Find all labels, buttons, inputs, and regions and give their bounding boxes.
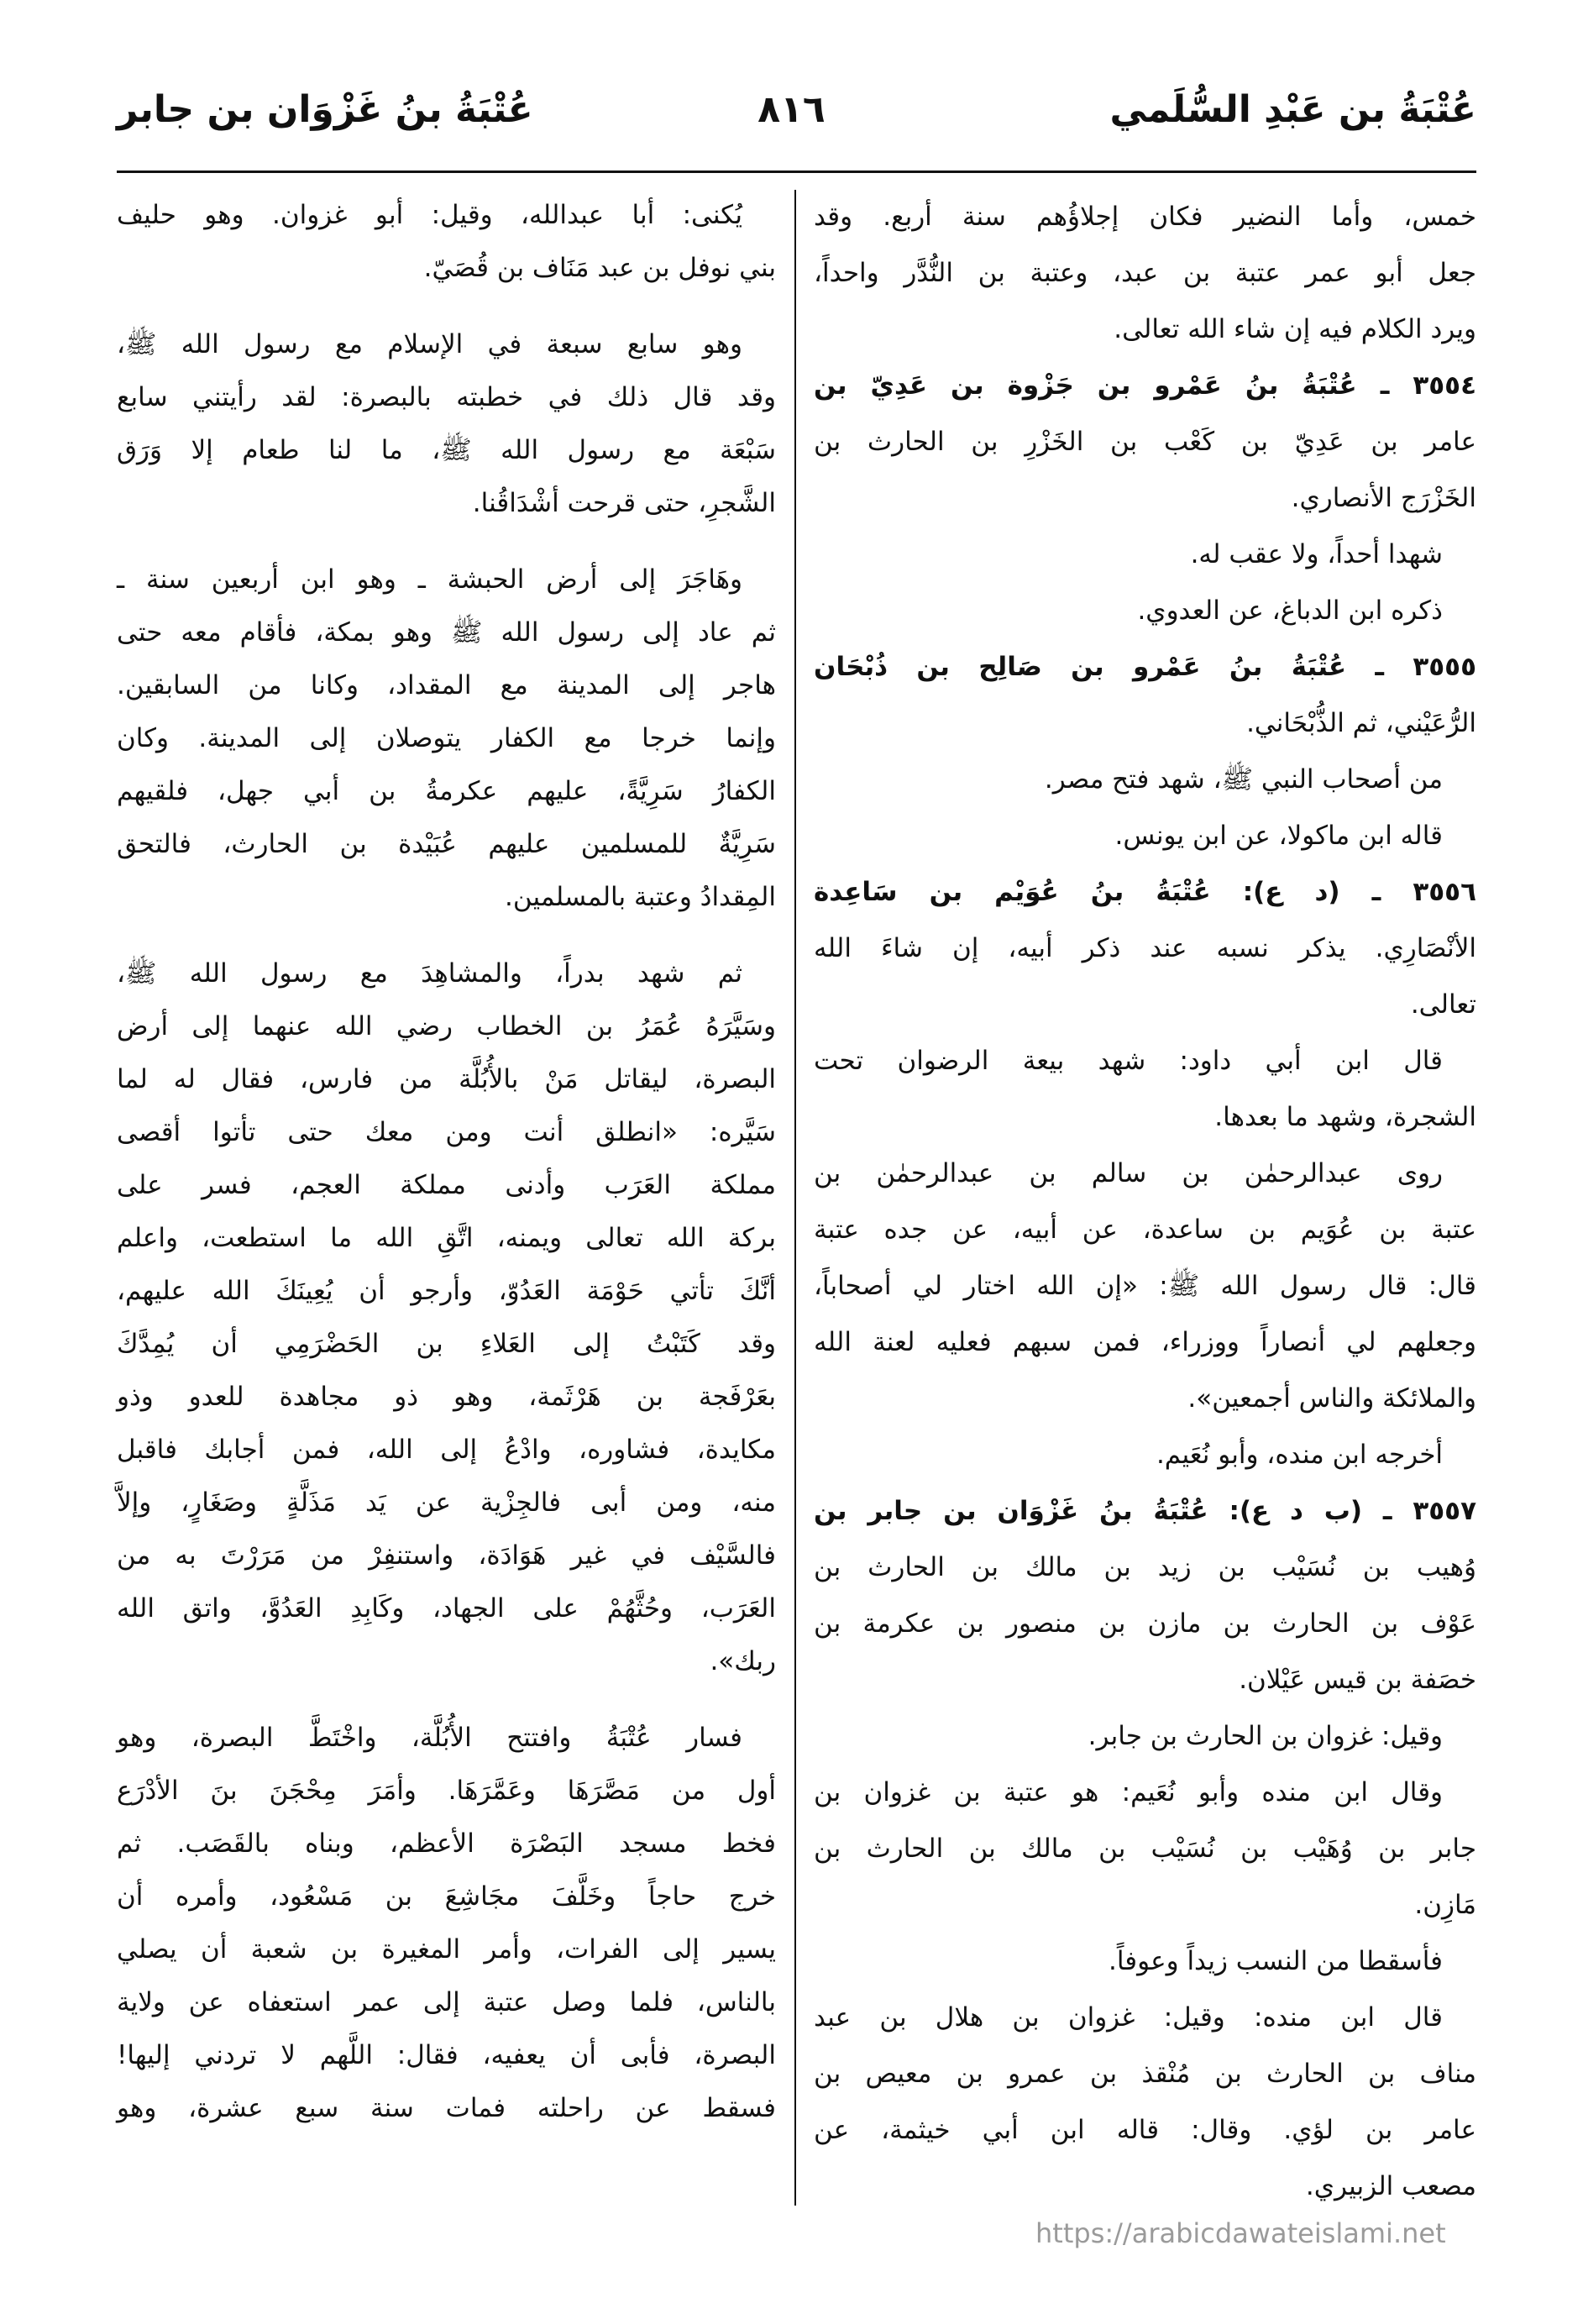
watermark-url: https://arabicdawateislami.net	[1035, 2217, 1446, 2249]
text-line: وقد قال ذلك في خطبته بالبصرة: لقد رأيتني سابع	[117, 382, 776, 412]
text-line: فخط مسجد البَصْرَة الأعظم، وبناه بالقَصَب. ثم	[117, 1828, 776, 1859]
text-paragraph	[814, 527, 1476, 583]
text-line: بركة الله تعالى ويمنه، اتَّقِ الله ما استطعت، واعلم	[117, 1223, 776, 1253]
text-line: جعل أبو عمر عتبة بن عبد، وعتبة بن النُّدَّر واحداً،	[814, 258, 1476, 288]
text-paragraph	[814, 1990, 1476, 2215]
text-line: بني نوفل بن عبد مَنَاف بن قُصَيّ.	[423, 253, 776, 283]
text-line: الخَزْرَج الأنصاري.	[1291, 483, 1476, 513]
text-line: وسَيَّرَهُ عُمَرُ بن الخطاب رضي الله عنهما إلى أرض	[117, 1011, 776, 1041]
text-line: مصعب الزبيري.	[1305, 2171, 1476, 2201]
text-line: ٣٥٥٤ ـ عُتْبَةُ بنُ عَمْرو بن جَزْوة بن عَدِيّ بن	[814, 370, 1476, 401]
text-line: خرج حاجاً وخَلَّفَ مجَاشِعَ بن مَسْعُود، وأمره أن	[117, 1881, 776, 1912]
text-paragraph	[117, 553, 776, 924]
text-line: أخرجه ابن منده، وأبو نُعَيم.	[1156, 1440, 1443, 1470]
text-line: المِقدادُ وعتبة بالمسلمين.	[505, 882, 776, 912]
text-line: ويرد الكلام فيه إن شاء الله تعالى.	[1114, 314, 1476, 344]
text-line: روى عبدالرحمٰن بن سالم بن عبدالرحمٰن بن	[814, 1158, 1443, 1188]
text-line: سَبْعَة مع رسول الله ﷺ، ما لنا طعام إلا وَرَق	[117, 435, 776, 465]
text-paragraph	[814, 1427, 1476, 1483]
text-line: خمس، وأما النضير فكان إجلاؤُهم سنة أربع. وقد	[814, 202, 1476, 232]
text-line: ذكره ابن الدباغ، عن العدوي.	[1137, 595, 1443, 626]
text-line: فأسقطا من النسب زيداً وعوفاً.	[1108, 1946, 1443, 1976]
text-line: مكايدة، فشاوره، وادْعُ إلى الله، فمن أجابك فاقبل	[117, 1435, 776, 1465]
text-line: فسقط عن راحلته فمات سنة سبع عشرة، وهو	[117, 2093, 776, 2123]
text-line: منه، ومن أبى فالجِزْية عن يَد مَذَلَّةٍ وصَغَارٍ، وإلاَّ	[117, 1487, 776, 1518]
text-paragraph	[117, 318, 776, 530]
text-line: عامر بن لؤي. وقال: قاله ابن أبي خيثمة، عن	[814, 2115, 1476, 2145]
text-line: ٣٥٥٧ ـ (ب د ع): عُتْبَةُ بنُ غَزْوَان بن جابر بن	[814, 1496, 1476, 1526]
header-rule	[117, 170, 1476, 173]
text-line: مناف بن الحارث بن مُنْقذ بن عمرو بن معيص بن	[814, 2059, 1476, 2089]
text-line: وإنما خرجا مع الكفار يتوصلان إلى المدينة. وكان	[117, 723, 776, 753]
page-number: ٨١٦	[757, 88, 826, 131]
column-divider	[794, 190, 796, 2206]
text-line: شهدا أحداً، ولا عقب له.	[1190, 539, 1443, 569]
text-paragraph	[814, 808, 1476, 864]
text-paragraph	[814, 1033, 1476, 1146]
text-line: البصرة، فأبى أن يعفيه، فقال: اللَّهم لا تردني إليها!	[117, 2040, 776, 2070]
text-line: فسار عُتْبَةُ وافتتح الأُبُلَّة، واخْتَطَّ البصرة، وهو	[117, 1723, 742, 1753]
text-line: والملائكة والناس أجمعين».	[1187, 1383, 1476, 1414]
running-head-left: عُتْبَةُ بنُ غَزْوَان بن جابر	[117, 88, 533, 131]
text-paragraph	[117, 189, 776, 295]
text-paragraph	[814, 1708, 1476, 1765]
text-line: وجعلهم لي أنصاراً ووزراء، فمن سبهم فعليه لعنة الله	[814, 1327, 1476, 1357]
text-line: أول من مَصَّرَهَا وعَمَّرَهَا. وأمَرَ مِحْجَنَ بنَ الأدْرَع	[117, 1776, 776, 1806]
text-line: قال ابن منده: وقيل: غزوان بن هلال بن عبد	[814, 2002, 1443, 2033]
text-line: الأنْصَارِي. يذكر نسبه عند ذكر أبيه، إن شاءَ الله	[814, 933, 1476, 963]
left-column	[117, 189, 776, 2159]
text-line: قال: قال رسول الله ﷺ: «إن الله اختار لي أصحاباً،	[814, 1271, 1476, 1301]
entry-paragraph	[814, 639, 1476, 752]
text-line: وقيل: غزوان بن الحارث بن جابر.	[1088, 1721, 1443, 1751]
text-line: تعالى.	[1410, 989, 1476, 1020]
text-paragraph	[814, 1933, 1476, 1990]
text-line: عامر بن عَدِيّ بن كَعْب بن الخَزْرِ بن الحارث بن	[814, 427, 1476, 457]
text-line: ربك».	[710, 1646, 776, 1676]
text-line: الشجرة، وشهد ما بعدها.	[1214, 1102, 1476, 1132]
text-paragraph	[117, 947, 776, 1688]
text-line: سَرِيَّةٌ للمسلمين عليهم عُبَيْدة بن الحارث، فالتحق	[117, 829, 776, 859]
text-line: قاله ابن ماكولا، عن ابن يونس.	[1114, 821, 1443, 851]
text-line: ثم عاد إلى رسول الله ﷺ وهو بمكة، فأقام معه حتى	[117, 617, 776, 648]
text-line: عتبة بن عُوَيم بن ساعدة، عن أبيه، عن جده عتبة	[814, 1214, 1476, 1245]
text-line: سَيَّره: «انطلق أنت ومن معك حتى تأتوا أقصى	[117, 1117, 776, 1147]
text-line: مملكة العَرَب وأدنى مملكة العجم، فسر على	[117, 1170, 776, 1200]
text-line: وقال ابن منده وأبو نُعَيم: هو عتبة بن غزوان بن	[814, 1777, 1443, 1807]
text-line: بالناس، فلما وصل عتبة إلى عمر استعفاه عن ولاية	[117, 1987, 776, 2017]
text-line: مَازِن.	[1414, 1890, 1476, 1920]
text-paragraph	[814, 1146, 1476, 1427]
text-line: قال ابن أبي داود: شهد بيعة الرضوان تحت	[814, 1046, 1443, 1076]
text-line: وقد كَتَبْتُ إلى العَلاءِ بن الحَضْرَمِي أن يُمِدَّكَ	[117, 1329, 776, 1359]
text-line: هاجر إلى المدينة مع المقداد، وكانا من السابقين.	[117, 670, 776, 700]
text-line: وُهيب بن نُسَيْب بن زيد بن مالك بن الحارث بن	[814, 1552, 1476, 1582]
right-column	[814, 189, 1476, 2215]
text-line: خصَفة بن قيس عَيْلان.	[1239, 1665, 1476, 1695]
text-line: يسير إلى الفرات، وأمر المغيرة بن شعبة أن يصلي	[117, 1934, 776, 1965]
text-paragraph	[814, 189, 1476, 358]
text-line: ٣٥٥٦ ـ (د ع): عُتْبَةُ بنُ عُوَيْم بن سَاعِدة	[814, 877, 1476, 907]
running-head-right: عُتْبَةُ بن عَبْدِ السُّلَمي	[1109, 88, 1476, 131]
entry-paragraph	[814, 358, 1476, 527]
text-paragraph	[814, 583, 1476, 639]
text-line: جابر بن وُهَيْب بن نُسَيْب بن مالك بن الحارث بن	[814, 1833, 1476, 1864]
text-line: الشَّجرِ، حتى قرحت أشْدَاقُنا.	[472, 488, 776, 518]
text-paragraph	[814, 1765, 1476, 1933]
text-line: عَوْف بن الحارث بن مازن بن منصور بن عكرمة بن	[814, 1608, 1476, 1639]
text-line: وهو سابع سبعة في الإسلام مع رسول الله ﷺ،	[117, 329, 742, 359]
text-line: ثم شهد بدراً، والمشاهِدَ مع رسول الله ﷺ،	[117, 958, 742, 989]
text-line: من أصحاب النبي ﷺ، شهد فتح مصر.	[1044, 764, 1443, 795]
text-line: أنَّكَ تأتي حَوْمَة العَدُوّ، وأرجو أن يُعِينَكَ الله عليهم،	[117, 1276, 776, 1306]
text-line: البصرة، ليقاتل مَنْ بالأُبُلَّة من فارس، فقال له لما	[117, 1064, 776, 1094]
text-line: الكفارُ سَرِيَّةً، عليهم عكرمةُ بن أبي جهل، فلقيهم	[117, 776, 776, 806]
text-line: فالسَّيْف في غير هَوَادَة، واستنفِرْ من مَرَرْتَ به من	[117, 1540, 776, 1571]
entry-paragraph	[814, 1483, 1476, 1708]
text-line: بعَرْفَجة بن هَرْثَمة، وهو ذو مجاهدة للعدو وذو	[117, 1382, 776, 1412]
text-line: الرُّعَيْني، ثم الذُّبْحَاني.	[1246, 708, 1476, 738]
text-line: العَرَب، وحُثَّهُمْ على الجهاد، وكَابِدِ العَدُوَّ، واتق الله	[117, 1593, 776, 1624]
text-paragraph	[117, 1712, 776, 2135]
entry-paragraph	[814, 864, 1476, 1033]
text-paragraph	[814, 752, 1476, 808]
text-line: يُكنى: أبا عبدالله، وقيل: أبو غزوان. وهو حليف	[117, 200, 742, 230]
text-line: وهَاجَرَ إلى أرض الحبشة ـ وهو ابن أربعين سنة ـ	[117, 564, 742, 595]
text-line: ٣٥٥٥ ـ عُتْبَةُ بنُ عَمْرو بن صَالِح بن ذُبْحَان	[814, 652, 1476, 682]
